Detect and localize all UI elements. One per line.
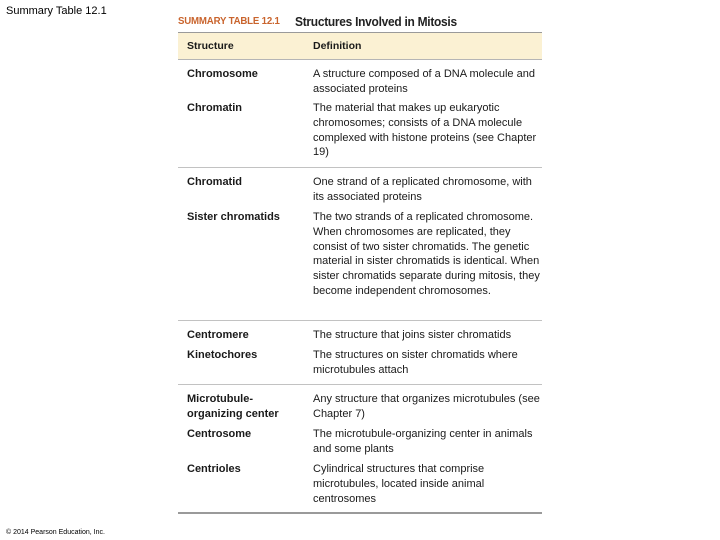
table-bottom-rule — [178, 512, 542, 514]
row-divider — [178, 320, 542, 321]
structure-term: Chromatin — [187, 102, 242, 114]
row-divider — [178, 384, 542, 385]
structure-term: Centrioles — [187, 463, 241, 475]
structure-term: Centrosome — [187, 428, 252, 440]
table-label: SUMMARY TABLE 12.1 — [178, 15, 280, 27]
structure-definition: The structures on sister chromatids where microtubules attach — [313, 349, 518, 376]
table-heading: Structures Involved in Mitosis — [294, 13, 457, 29]
structure-definition: The two strands of a replicated chromosome. When chromosomes are replicated, they consist of two sister chromatids. The genetic material in sister chromatids is identical. When sister chromatids separate during mitosis, they become independent chromosomes. — [313, 211, 540, 297]
structure-term: Centromere — [187, 329, 249, 341]
structure-term: Microtubule-organizing center — [187, 393, 279, 420]
structure-definition: The structure that joins sister chromatids — [313, 329, 512, 341]
structure-term: Chromosome — [187, 68, 258, 80]
structure-definition: The microtubule-organizing center in animals and some plants — [313, 428, 533, 455]
copyright-notice: © 2014 Pearson Education, Inc. — [6, 529, 105, 536]
slide-title: Summary Table 12.1 — [6, 5, 107, 17]
table-title — [178, 12, 542, 30]
column-header-structure: Structure — [187, 40, 234, 52]
structure-term: Sister chromatids — [187, 211, 280, 223]
structure-definition: A structure composed of a DNA molecule and associated proteins — [313, 68, 535, 95]
column-header-definition: Definition — [313, 40, 362, 52]
structure-term: Chromatid — [187, 176, 242, 188]
structure-definition: Cylindrical structures that comprise microtubules, located inside animal centrosomes — [313, 463, 485, 505]
summary-table — [178, 12, 542, 505]
structure-term: Kinetochores — [187, 349, 258, 361]
table-header — [178, 32, 542, 60]
structure-definition: Any structure that organizes microtubules (see Chapter 7) — [313, 393, 540, 420]
structure-definition: The material that makes up eukaryotic chromosomes; consists of a DNA molecule complexed with histone proteins (see Chapter 19) — [313, 102, 537, 159]
structure-definition: One strand of a replicated chromosome, with its associated proteins — [313, 176, 532, 203]
row-divider — [178, 167, 542, 168]
